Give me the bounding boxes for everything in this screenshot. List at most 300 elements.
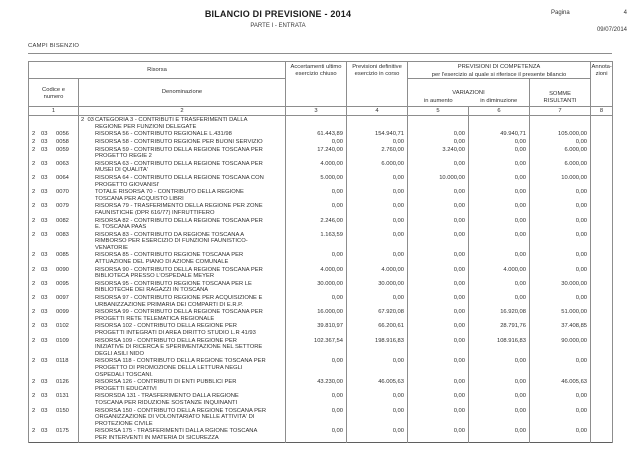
column-number-1: 1 (29, 107, 79, 116)
row-code-risorsa: 0056 (56, 131, 69, 138)
row-accertamenti: 0,00 (286, 188, 347, 202)
row-denomination-cell (79, 407, 286, 428)
row-code-risorsa: 0126 (56, 379, 69, 386)
row-variazioni-diminuzione: 0,00 (469, 427, 530, 441)
row-variazioni-aumento: 0,00 (408, 138, 469, 146)
row-variazioni-diminuzione: 0,00 (469, 202, 530, 216)
row-code-cell (29, 266, 79, 280)
row-denomination-cell (79, 427, 286, 441)
row-annotazioni (591, 116, 613, 131)
row-denomination-cell (79, 160, 286, 174)
row-code-categoria: 03 (41, 266, 48, 273)
row-previsioni: 0,00 (347, 231, 408, 252)
row-accertamenti: 61.443,89 (286, 130, 347, 138)
row-variazioni-aumento (408, 116, 469, 131)
column-number-6: 6 (469, 107, 530, 116)
row-variazioni-aumento: 0,00 (408, 217, 469, 231)
row-variazioni-diminuzione: 0,00 (469, 231, 530, 252)
row-variazioni-aumento: 0,00 (408, 202, 469, 216)
row-code-risorsa: 0059 (56, 146, 69, 153)
row-variazioni-aumento: 0,00 (408, 407, 469, 428)
row-denomination: TOTALE RISORSA 70 - CONTRIBUTO DELLA REGIONE TOSCANA PER ACQUISTO LIBRI (95, 189, 244, 202)
table-row (29, 217, 613, 231)
row-variazioni-aumento: 10.000,00 (408, 174, 469, 188)
row-code-categoria: 03 (41, 189, 48, 196)
row-denomination: RISORSA 83 - CONTRIBUTO DA REGIONE TOSCANA A RIMBORSO PER ESERCIZIO DI FUNZIONI FAUNISTICO-VENATORIE (95, 231, 248, 251)
row-accertamenti: 0,00 (286, 202, 347, 216)
row-denomination-cell (79, 251, 286, 265)
table-row (29, 202, 613, 216)
row-annotazioni (591, 266, 613, 280)
row-annotazioni (591, 251, 613, 265)
row-somme-risultanti: 10.000,00 (530, 174, 591, 188)
table-body (29, 116, 613, 442)
row-code-titolo: 2 (32, 252, 36, 259)
row-denomination: RISORSA 126 - CONTRIBUTI DI ENTI PUBBLICI PER PROGETTI EDUCATIVI (95, 379, 237, 392)
row-denomination-cell (79, 138, 286, 146)
page-indicator (551, 10, 627, 16)
row-variazioni-diminuzione: 0,00 (469, 188, 530, 202)
row-denomination-cell (79, 294, 286, 308)
row-somme-risultanti: 0,00 (530, 231, 591, 252)
document-title: BILANCIO DI PREVISIONE - 2014 (204, 9, 352, 19)
row-annotazioni (591, 427, 613, 441)
document-subtitle: PARTE I - ENTRATA (250, 23, 306, 29)
row-somme-risultanti: 0,00 (530, 407, 591, 428)
col-header-variazioni: VARIAZIONI (452, 90, 485, 96)
row-variazioni-aumento: 0,00 (408, 188, 469, 202)
row-code-cell (29, 138, 79, 146)
row-code-risorsa: 0083 (56, 231, 69, 238)
row-variazioni-diminuzione: 0,00 (469, 217, 530, 231)
row-accertamenti: 5.000,00 (286, 174, 347, 188)
row-variazioni-diminuzione: 0,00 (469, 392, 530, 406)
row-variazioni-aumento: 0,00 (408, 357, 469, 378)
row-variazioni-aumento: 0,00 (408, 392, 469, 406)
row-code-cell (29, 116, 79, 131)
col-header-in-aumento: in aumento (423, 97, 453, 104)
row-code-cell (29, 174, 79, 188)
row-code-risorsa: 0118 (56, 358, 69, 365)
table-filler-row (29, 442, 613, 443)
row-code-cell (29, 392, 79, 406)
row-somme-risultanti: 0,00 (530, 294, 591, 308)
row-variazioni-diminuzione: 0,00 (469, 174, 530, 188)
row-previsioni: 154.940,71 (347, 130, 408, 138)
row-variazioni-diminuzione (469, 116, 530, 131)
row-code-titolo: 2 (32, 309, 36, 316)
row-somme-risultanti: 6.000,00 (530, 160, 591, 174)
column-number-2: 2 (79, 107, 286, 116)
row-code-titolo: 2 (32, 203, 36, 210)
row-code-categoria: 03 (41, 131, 48, 138)
row-code-risorsa: 0175 (56, 428, 69, 435)
row-somme-risultanti: 6.000,00 (530, 146, 591, 160)
row-code-categoria: 03 (41, 393, 48, 400)
row-variazioni-diminuzione: 0,00 (469, 357, 530, 378)
row-denomination: RISORSA 109 - CONTRIBUTO DELLA REGIONE PER INIZIATIVE DI RICERCA E SPERIMENTAZIONE NEL SETTORE DEGLI ASILI NIDO (95, 337, 263, 357)
row-previsioni: 30.000,00 (347, 280, 408, 294)
row-code-risorsa: 0097 (56, 295, 69, 302)
row-code-titolo: 2 (32, 358, 36, 365)
row-code-cell (29, 378, 79, 392)
row-denomination-cell (79, 217, 286, 231)
row-code-titolo: 2 (32, 280, 36, 287)
row-code-cell (29, 188, 79, 202)
row-code-risorsa: 0070 (56, 189, 69, 196)
table-row (29, 392, 613, 406)
row-accertamenti: 0,00 (286, 251, 347, 265)
row-variazioni-aumento: 0,00 (408, 308, 469, 322)
col-header-previsioni: Previsioni definitive esercizio in corso (352, 64, 402, 77)
table-row (29, 160, 613, 174)
row-previsioni: 0,00 (347, 357, 408, 378)
table-row (29, 427, 613, 441)
row-code-cell (29, 251, 79, 265)
row-code-risorsa: 0150 (56, 407, 69, 414)
row-code-categoria: 03 (41, 295, 48, 302)
row-denomination-cell (79, 266, 286, 280)
row-somme-risultanti: 30.000,00 (530, 280, 591, 294)
row-accertamenti: 102.367,54 (286, 337, 347, 358)
row-code-titolo: 2 (32, 323, 36, 330)
row-denomination: RISORSA 150 - CONTRIBUTO DELLA REGIONE TOSCANA PER ORGANIZZAZIONE DI VOLONTARIATO NELLE ATTIVITA' DI PROTEZIONE CIVILE (95, 407, 267, 427)
row-code-categoria: 03 (41, 203, 48, 210)
row-code-categoria: 03 (41, 217, 48, 224)
row-annotazioni (591, 231, 613, 252)
table-row (29, 308, 613, 322)
row-previsioni: 0,00 (347, 392, 408, 406)
row-code-cell (29, 130, 79, 138)
row-variazioni-aumento: 0,00 (408, 337, 469, 358)
table-row (29, 174, 613, 188)
entity-divider (28, 53, 612, 54)
row-previsioni: 0,00 (347, 294, 408, 308)
row-code-cell (29, 217, 79, 231)
row-previsioni: 0,00 (347, 202, 408, 216)
row-annotazioni (591, 130, 613, 138)
row-code-categoria: 03 (41, 407, 48, 414)
row-code-risorsa: 0064 (56, 174, 69, 181)
row-denomination-cell (79, 231, 286, 252)
row-somme-risultanti: 0,00 (530, 202, 591, 216)
row-code-titolo: 2 (32, 174, 36, 181)
row-variazioni-diminuzione: 0,00 (469, 160, 530, 174)
row-code-categoria: 03 (41, 379, 48, 386)
table-row (29, 231, 613, 252)
row-denomination: RISORSA 90 - CONTRIBUTO DELLA REGIONE TOSCANA PER BIBLIOTECA PRESSO L'OSPEDALE MEYER (95, 266, 263, 280)
row-annotazioni (591, 217, 613, 231)
row-accertamenti (286, 116, 347, 131)
row-denomination: RISORSA 56 - CONTRIBUTO REGIONALE L.431/98 (95, 131, 232, 138)
row-code-titolo: 2 (32, 138, 36, 145)
row-variazioni-aumento: 0,00 (408, 160, 469, 174)
table-row (29, 146, 613, 160)
row-previsioni: 0,00 (347, 407, 408, 428)
row-denomination: RISORSDA 131 - TRASFERIMENTO DALLA REGIONE TOSCANA PER RIDUZIONE SOSTANZE INQUINANTI (95, 393, 239, 406)
row-denomination: RISORSA 58 - CONTRIBUTO REGIONE PER BUONI SERVIZIO (95, 138, 263, 145)
column-number-3: 3 (286, 107, 347, 116)
row-code-categoria: 03 (41, 309, 48, 316)
row-previsioni: 67.920,08 (347, 308, 408, 322)
row-somme-risultanti: 37.408,85 (530, 322, 591, 336)
row-code-titolo: 2 (32, 189, 36, 196)
row-code-categoria: 03 (41, 160, 48, 167)
row-code-categoria: 03 (41, 280, 48, 287)
row-previsioni: 0,00 (347, 217, 408, 231)
row-code-categoria: 03 (41, 231, 48, 238)
row-accertamenti: 0,00 (286, 407, 347, 428)
row-variazioni-diminuzione: 108.916,83 (469, 337, 530, 358)
row-code-titolo: 2 (32, 146, 36, 153)
row-variazioni-diminuzione: 0,00 (469, 407, 530, 428)
row-denomination: RISORSA 175 - TRASFERIMENTI DALLA RGIONE TOSCANA PER INTERVENTI IN MATERIA DI SICUREZZA (95, 428, 258, 441)
row-previsioni: 0,00 (347, 138, 408, 146)
row-variazioni-diminuzione: 0,00 (469, 138, 530, 146)
row-somme-risultanti: 0,00 (530, 138, 591, 146)
row-denomination: RISORSA 95 - CONTRIBUTO REGIONE TOSCANA PER LE BIBLIOTECHE DEI RAGAZZI IN TOSCANA (95, 280, 252, 294)
row-variazioni-aumento: 0,00 (408, 231, 469, 252)
row-somme-risultanti: 0,00 (530, 427, 591, 441)
table-row (29, 266, 613, 280)
row-variazioni-diminuzione: 16.920,08 (469, 308, 530, 322)
row-previsioni: 66.200,61 (347, 322, 408, 336)
col-header-somme: SOMME RISULTANTI (543, 91, 577, 104)
row-code-titolo: 2 (32, 337, 36, 344)
row-somme-risultanti: 51.000,00 (530, 308, 591, 322)
row-code-titolo: 2 (32, 428, 36, 435)
row-variazioni-diminuzione: 0,00 (469, 280, 530, 294)
row-somme-risultanti: 105.000,00 (530, 130, 591, 138)
row-code-categoria: 03 (41, 428, 48, 435)
row-denomination-cell (79, 130, 286, 138)
row-variazioni-aumento: 0,00 (408, 294, 469, 308)
row-code-cell (29, 202, 79, 216)
row-denomination-cell (79, 357, 286, 378)
row-variazioni-aumento: 0,00 (408, 130, 469, 138)
row-code-categoria: 03 (41, 146, 48, 153)
row-code-risorsa: 0090 (56, 266, 69, 273)
row-accertamenti: 16.000,00 (286, 308, 347, 322)
row-annotazioni (591, 322, 613, 336)
row-variazioni-diminuzione: 0,00 (469, 146, 530, 160)
row-accertamenti: 43.230,00 (286, 378, 347, 392)
row-previsioni: 4.000,00 (347, 266, 408, 280)
row-annotazioni (591, 308, 613, 322)
row-code-titolo: 2 (32, 379, 36, 386)
page-label: Pagina (551, 10, 570, 16)
row-code-cell (29, 427, 79, 441)
row-code-cell (29, 231, 79, 252)
row-accertamenti: 0,00 (286, 392, 347, 406)
row-code-titolo: 2 (32, 393, 36, 400)
table-row (29, 280, 613, 294)
column-number-4: 4 (347, 107, 408, 116)
row-code-cell (29, 146, 79, 160)
row-denomination-cell (79, 322, 286, 336)
row-denomination: RISORSA 59 - CONTRIBUTO DELLA REGIONE TOSCANA PER PROGETTO REGIE 2 (95, 146, 263, 160)
row-code-risorsa: 0058 (56, 138, 69, 145)
row-somme-risultanti: 0,00 (530, 188, 591, 202)
table-row (29, 130, 613, 138)
row-previsioni: 0,00 (347, 188, 408, 202)
row-denomination: RISORSA 63 - CONTRIBUTO DELLA REGIONE TOSCANA PER MUSEI DI QUALITA' (95, 160, 263, 174)
row-category-code: 2 03 (81, 117, 94, 124)
row-previsioni: 0,00 (347, 427, 408, 441)
row-code-categoria: 03 (41, 337, 48, 344)
row-denomination-cell (79, 378, 286, 392)
col-header-accertamenti: Accertamenti ultimo esercizio chiuso (290, 64, 342, 77)
row-code-risorsa: 0102 (56, 323, 69, 330)
column-number-8: 8 (591, 107, 613, 116)
row-somme-risultanti: 0,00 (530, 217, 591, 231)
row-code-cell (29, 322, 79, 336)
budget-table-container (28, 61, 613, 443)
table-row (29, 251, 613, 265)
row-variazioni-aumento: 3.240,00 (408, 146, 469, 160)
row-accertamenti: 0,00 (286, 357, 347, 378)
row-somme-risultanti: 46.005,63 (530, 378, 591, 392)
row-denomination: RISORSA 79 - TRASFERIMENTO DELLA REGIONE PER ZONE FAUNISTICHE (DPR 616/77) INFRUTTIFERO (95, 203, 263, 216)
row-denomination-cell (79, 202, 286, 216)
col-header-competenza-title: PREVISIONI DI COMPETENZA (457, 64, 541, 70)
table-header (29, 62, 613, 116)
row-code-cell (29, 337, 79, 358)
row-previsioni: 198.916,83 (347, 337, 408, 358)
row-somme-risultanti: 0,00 (530, 251, 591, 265)
row-code-cell (29, 357, 79, 378)
row-denomination-cell (79, 116, 286, 131)
row-code-risorsa: 0082 (56, 217, 69, 224)
row-code-titolo: 2 (32, 131, 36, 138)
row-code-titolo: 2 (32, 295, 36, 302)
row-somme-risultanti: 90.000,00 (530, 337, 591, 358)
row-denomination-cell (79, 337, 286, 358)
row-code-categoria: 03 (41, 358, 48, 365)
table-row (29, 188, 613, 202)
table-row (29, 138, 613, 146)
row-variazioni-aumento: 0,00 (408, 280, 469, 294)
row-annotazioni (591, 337, 613, 358)
row-denomination: RISORSA 102 - CONTRIBUTO DELLA REGIONE PER PROGETTI INTEGRATI DI AREA DIRITTO STUDIO L.R 41/93 (95, 323, 256, 336)
row-code-categoria: 03 (41, 138, 48, 145)
row-annotazioni (591, 202, 613, 216)
row-variazioni-diminuzione: 0,00 (469, 251, 530, 265)
row-variazioni-aumento: 0,00 (408, 427, 469, 441)
row-code-risorsa: 0131 (56, 393, 69, 400)
row-annotazioni (591, 188, 613, 202)
row-variazioni-diminuzione: 49.940,71 (469, 130, 530, 138)
row-accertamenti: 17.240,00 (286, 146, 347, 160)
col-header-risorsa: Risorsa (29, 62, 286, 79)
row-denomination-cell (79, 280, 286, 294)
column-number-7: 7 (530, 107, 591, 116)
entity-name: CAMPI BISENZIO (28, 43, 80, 49)
row-variazioni-diminuzione: 0,00 (469, 294, 530, 308)
row-annotazioni (591, 378, 613, 392)
row-variazioni-diminuzione: 0,00 (469, 378, 530, 392)
row-accertamenti: 2.246,00 (286, 217, 347, 231)
row-previsioni (347, 116, 408, 131)
row-accertamenti: 0,00 (286, 138, 347, 146)
table-row (29, 337, 613, 358)
table-row (29, 378, 613, 392)
row-annotazioni (591, 146, 613, 160)
table-row (29, 322, 613, 336)
row-denomination-cell (79, 188, 286, 202)
col-header-in-diminuzione: in diminuzione (480, 97, 518, 104)
row-annotazioni (591, 294, 613, 308)
row-denomination: RISORSA 99 - CONTRIBUTO DELLA REGIONE TOSCANA PER PROGETTI RETE TELEMATICA REGIONALE (95, 309, 263, 322)
row-code-titolo: 2 (32, 407, 36, 414)
column-number-row (29, 107, 613, 116)
row-denomination: RISORSA 97 - CONTRIBUTO REGIONE PER ACQUISIZIONE E URBANIZZAZIONE PRIMARIA DEI COMPARTI DI E.R.P. (95, 295, 263, 308)
row-denomination: RISORSA 82 - CONTRIBUTO DELLA REGIONE TOSCANA PER E. TOSCANA PAAS (95, 217, 263, 231)
row-somme-risultanti: 0,00 (530, 266, 591, 280)
row-code-cell (29, 407, 79, 428)
row-previsioni: 46.005,63 (347, 378, 408, 392)
row-accertamenti: 39.810,97 (286, 322, 347, 336)
row-variazioni-aumento: 0,00 (408, 251, 469, 265)
table-row (29, 357, 613, 378)
row-code-risorsa: 0095 (56, 280, 69, 287)
row-accertamenti: 1.163,59 (286, 231, 347, 252)
row-denomination: RISORSA 64 - CONTRIBUTO DELLA REGIONE TOSCANA CON PROGETTO GIOVANISI' (95, 174, 264, 188)
row-annotazioni (591, 160, 613, 174)
row-somme-risultanti: 0,00 (530, 392, 591, 406)
row-denomination-cell (79, 392, 286, 406)
row-code-titolo: 2 (32, 160, 36, 167)
row-accertamenti: 0,00 (286, 294, 347, 308)
row-previsioni: 2.760,00 (347, 146, 408, 160)
row-annotazioni (591, 138, 613, 146)
budget-table (28, 61, 613, 443)
row-annotazioni (591, 407, 613, 428)
row-code-categoria: 03 (41, 252, 48, 259)
row-variazioni-aumento: 0,00 (408, 378, 469, 392)
row-code-titolo: 2 (32, 217, 36, 224)
row-previsioni: 0,00 (347, 251, 408, 265)
row-annotazioni (591, 392, 613, 406)
document-header (28, 9, 528, 29)
row-code-cell (29, 280, 79, 294)
row-previsioni: 6.000,00 (347, 160, 408, 174)
col-header-competenza-subtitle: per l'esercizio al quale si riferisce il presente bilancio (431, 71, 567, 78)
row-code-risorsa: 0079 (56, 203, 69, 210)
col-header-denominazione: Denominazione (79, 79, 286, 107)
row-denomination: CATEGORIA 3 - CONTRIBUTI E TRASFERIMENTI DALLA REGIONE PER FUNZIONI DELEGATE (95, 117, 248, 130)
row-variazioni-aumento: 0,00 (408, 266, 469, 280)
row-variazioni-diminuzione: 4.000,00 (469, 266, 530, 280)
row-somme-risultanti: 0,00 (530, 357, 591, 378)
row-annotazioni (591, 357, 613, 378)
row-variazioni-aumento: 0,00 (408, 322, 469, 336)
row-code-titolo: 2 (32, 266, 36, 273)
row-code-cell (29, 294, 79, 308)
row-somme-risultanti (530, 116, 591, 131)
row-variazioni-diminuzione: 28.791,76 (469, 322, 530, 336)
row-accertamenti: 4.000,00 (286, 160, 347, 174)
row-code-categoria: 03 (41, 174, 48, 181)
row-denomination-cell (79, 308, 286, 322)
table-row (29, 294, 613, 308)
row-annotazioni (591, 280, 613, 294)
row-code-risorsa: 0109 (56, 337, 69, 344)
row-code-cell (29, 308, 79, 322)
row-code-titolo: 2 (32, 231, 36, 238)
table-row (29, 116, 613, 131)
row-code-risorsa: 0099 (56, 309, 69, 316)
